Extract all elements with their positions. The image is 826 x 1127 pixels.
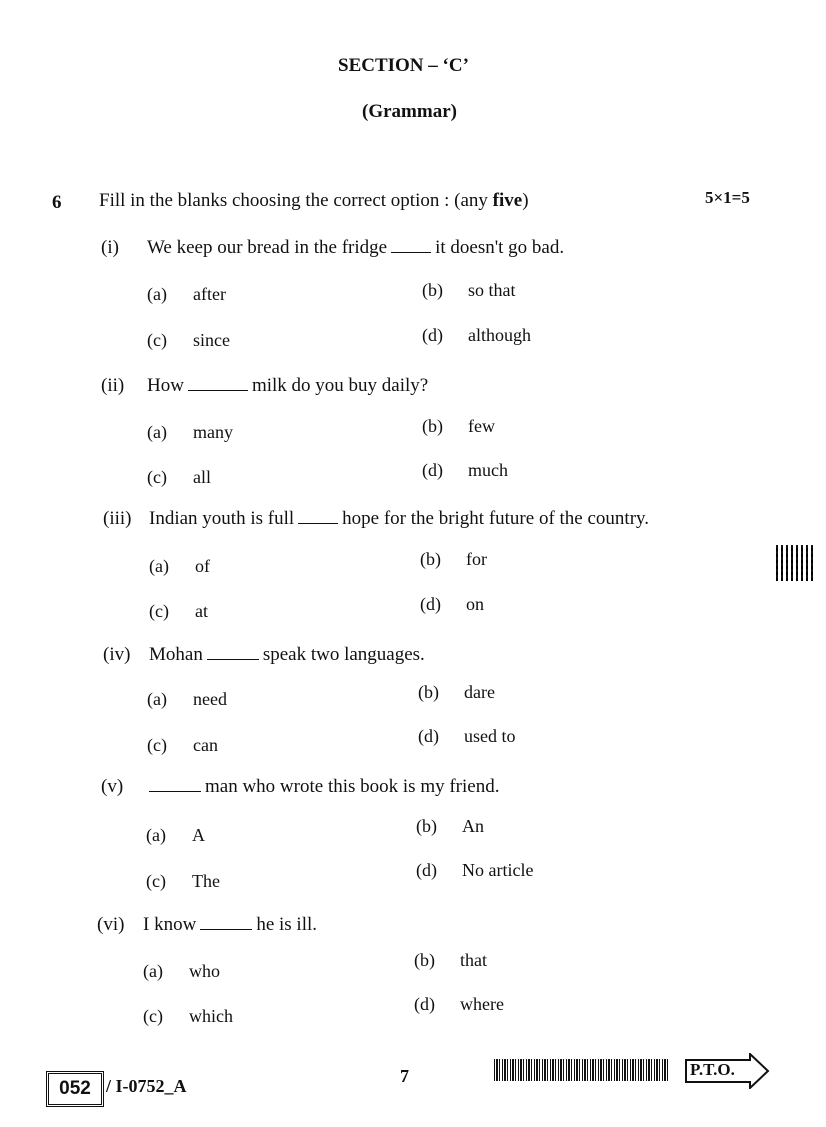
item-number: (vi) [97, 914, 125, 935]
item-text: How [147, 375, 184, 396]
option-label: (a) [147, 689, 167, 709]
blank [207, 658, 259, 660]
option-text: The [192, 871, 220, 891]
option-text: where [460, 994, 504, 1014]
item-number: (iii) [103, 508, 132, 529]
option-c [149, 601, 208, 622]
page-number: 7 [400, 1066, 409, 1086]
item-text: hope for the bright future of the country. [342, 508, 650, 529]
option-c [147, 467, 211, 488]
item-text: Mohan [149, 644, 203, 665]
option-b [414, 950, 487, 971]
item-text: milk do you buy daily? [251, 375, 429, 396]
option-text: can [193, 735, 218, 755]
paper-code: / I-0752_A [106, 1076, 187, 1096]
option-text: for [466, 549, 487, 569]
option-label: (b) [418, 682, 439, 702]
option-d [416, 860, 533, 881]
section-title: SECTION – ‘C’ [338, 55, 469, 76]
option-text: after [193, 284, 226, 304]
item-stem [101, 375, 428, 397]
option-label: (d) [414, 994, 435, 1014]
option-d [422, 460, 508, 481]
option-text: at [195, 601, 208, 621]
option-c [143, 1006, 233, 1027]
instruction-bold: five [492, 190, 523, 211]
option-b [418, 682, 495, 703]
blank [149, 790, 201, 792]
option-text: which [189, 1006, 233, 1026]
option-a [147, 689, 227, 710]
item-text: I know [143, 914, 197, 935]
option-d [418, 726, 516, 747]
item-text: speak two languages. [262, 644, 425, 665]
item-text: We keep our bread in the fridge [147, 237, 388, 258]
pto-label: P.T.O. [690, 1060, 735, 1079]
item-stem [101, 776, 499, 798]
item-stem [103, 644, 425, 666]
blank [391, 251, 431, 253]
option-label: (c) [143, 1006, 163, 1026]
item-text: he is ill. [256, 914, 318, 935]
option-b [420, 549, 487, 570]
option-text: much [468, 460, 508, 480]
option-c [147, 735, 218, 756]
option-label: (b) [422, 280, 443, 300]
option-b [416, 816, 484, 837]
option-label: (b) [422, 416, 443, 436]
option-d [420, 594, 484, 615]
option-text: No article [462, 860, 534, 880]
item-text: man who wrote this book is my friend. [205, 776, 500, 797]
option-c [147, 330, 230, 351]
option-label: (a) [147, 284, 167, 304]
option-d [414, 994, 504, 1015]
item-text: it doesn't go bad. [435, 237, 565, 258]
blank [298, 522, 338, 524]
option-text: An [462, 816, 484, 836]
blank [188, 389, 248, 391]
option-label: (b) [414, 950, 435, 970]
subject-code-box: 052 [46, 1071, 104, 1107]
option-a [143, 961, 220, 982]
option-a [147, 422, 233, 443]
option-text: dare [464, 682, 495, 702]
option-label: (d) [422, 460, 443, 480]
barcode-icon [494, 1059, 670, 1081]
option-text: of [195, 556, 210, 576]
option-label: (a) [146, 825, 166, 845]
option-text: all [193, 467, 211, 487]
option-a [149, 556, 210, 577]
option-label: (b) [416, 816, 437, 836]
option-text: that [460, 950, 487, 970]
option-label: (a) [143, 961, 163, 981]
question-instruction [99, 190, 529, 212]
option-d [422, 325, 531, 346]
option-label: (d) [416, 860, 437, 880]
option-text: A [192, 825, 205, 845]
option-text: used to [464, 726, 516, 746]
option-text: although [468, 325, 531, 345]
question-number: 6 [52, 192, 62, 213]
section-subtitle: (Grammar) [362, 101, 457, 122]
option-label: (d) [422, 325, 443, 345]
option-text: need [193, 689, 227, 709]
option-text: so that [468, 280, 516, 300]
option-label: (d) [420, 594, 441, 614]
item-number: (ii) [101, 375, 125, 396]
option-text: few [468, 416, 495, 436]
blank [200, 928, 252, 930]
option-label: (b) [420, 549, 441, 569]
qr-code-icon [776, 545, 814, 581]
option-a [146, 825, 205, 846]
pto-arrow [684, 1053, 770, 1089]
option-b [422, 280, 516, 301]
option-label: (c) [147, 467, 167, 487]
item-number: (v) [101, 776, 124, 797]
item-stem [103, 508, 649, 530]
option-label: (a) [147, 422, 167, 442]
option-text: who [189, 961, 220, 981]
instruction-close: ) [522, 190, 529, 211]
option-text: since [193, 330, 230, 350]
option-label: (c) [146, 871, 166, 891]
option-label: (c) [147, 735, 167, 755]
option-label: (c) [147, 330, 167, 350]
option-a [147, 284, 226, 305]
item-number: (i) [101, 237, 119, 258]
option-text: on [466, 594, 484, 614]
option-text: many [193, 422, 233, 442]
option-b [422, 416, 495, 437]
option-label: (c) [149, 601, 169, 621]
item-stem [97, 914, 317, 936]
item-text: Indian youth is full [149, 508, 295, 529]
instruction-text: Fill in the blanks choosing the correct option : (any [99, 190, 488, 211]
marks: 5×1=5 [705, 188, 750, 207]
option-label: (a) [149, 556, 169, 576]
option-label: (d) [418, 726, 439, 746]
option-c [146, 871, 220, 892]
item-number: (iv) [103, 644, 131, 665]
item-stem [101, 237, 564, 259]
